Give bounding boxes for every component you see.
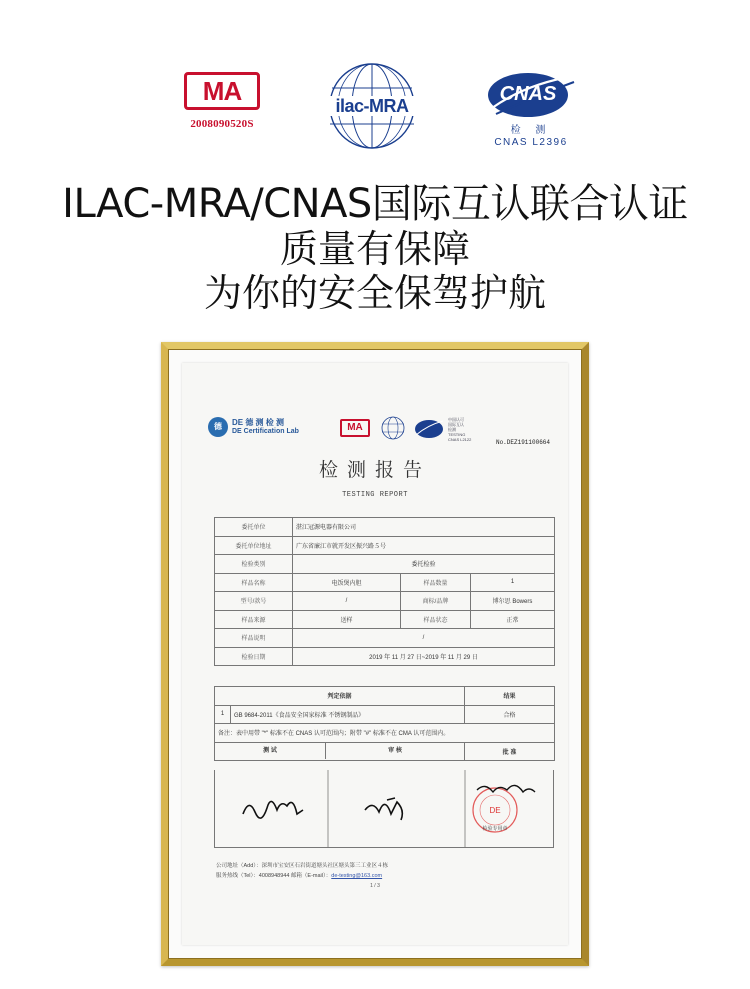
tester-signature bbox=[243, 801, 303, 818]
page-number: 1 / 3 bbox=[370, 883, 380, 889]
report-footer bbox=[216, 861, 388, 881]
cma-mark bbox=[184, 72, 260, 110]
ilac-mra-text: ilac-MRA bbox=[335, 96, 409, 116]
sample-qty-value: 1 bbox=[471, 573, 555, 592]
de-lab-logo bbox=[208, 415, 298, 445]
cnas-logo bbox=[486, 68, 576, 158]
table-row bbox=[215, 724, 555, 743]
headline-line-1: ILAC-MRA/CNAS国际互认联合认证 bbox=[62, 181, 688, 227]
model-value: / bbox=[293, 592, 401, 611]
de-circle-icon: 德 bbox=[208, 417, 228, 437]
review-label: 审 核 bbox=[388, 748, 402, 755]
headline-line-2: 质量有保障 bbox=[279, 227, 470, 271]
test-label: 测 试 bbox=[215, 743, 326, 759]
table-row bbox=[215, 555, 555, 574]
gold-frame bbox=[161, 342, 589, 966]
sample-qty-label: 样品数量 bbox=[401, 573, 471, 592]
cma-logo bbox=[172, 72, 272, 130]
table-row bbox=[215, 705, 555, 724]
mini-cma-logo: MA bbox=[340, 419, 370, 437]
desc-label: 样品说明 bbox=[215, 629, 293, 648]
source-label: 样品来源 bbox=[215, 610, 293, 629]
address-label: 委托单位地址 bbox=[215, 536, 293, 555]
result-header: 结果 bbox=[465, 687, 555, 706]
state-value: 正常 bbox=[471, 610, 555, 629]
footer-address-label: 公司地址（Add）： bbox=[216, 863, 262, 869]
reviewer-signature bbox=[365, 798, 402, 820]
report-title-cn: 检测报告 bbox=[318, 459, 431, 481]
report-info-table bbox=[214, 517, 555, 666]
de-lab-name-en: DE Certification Lab bbox=[232, 428, 299, 435]
stamp-text: DE bbox=[489, 806, 501, 815]
table-row bbox=[215, 647, 555, 666]
report-title-en: TESTING REPORT bbox=[342, 491, 408, 499]
footer-address-line bbox=[216, 861, 388, 871]
footer-phone-label: 服务热线（Tel）： bbox=[216, 873, 259, 879]
signature-area bbox=[214, 770, 554, 848]
state-label: 样品状态 bbox=[401, 610, 471, 629]
basis-standard: GB 9684-2011《食品安全国家标准 不锈钢制品》 bbox=[231, 705, 465, 724]
mini-cnas-caption: 中国认可 国际互认 检测 TESTING CNAS L2122 bbox=[448, 417, 472, 442]
cma-number: 2008090520S bbox=[190, 118, 254, 130]
signature-drawings bbox=[215, 770, 555, 848]
brand-label: 商标/品牌 bbox=[401, 592, 471, 611]
footer-email-label: 邮箱（E-mail）： bbox=[290, 873, 332, 879]
ilac-mra-logo bbox=[324, 58, 420, 154]
sign-labels-cell bbox=[215, 742, 465, 761]
desc-value: / bbox=[293, 629, 555, 648]
type-label: 检验类别 bbox=[215, 555, 293, 574]
remark-note: 备注：表中用带 "*" 标准不在 CNAS 认可范围内；附带 "#" 标准不在 CMA 认可范围内。 bbox=[215, 724, 555, 743]
cma-mark-text: MA bbox=[202, 75, 242, 106]
basis-header: 判定依据 bbox=[215, 687, 465, 706]
footer-address: 深圳市宝安区石岩街道塘头社区塘头第三工业区４栋 bbox=[261, 863, 389, 869]
basis-index: 1 bbox=[215, 705, 231, 724]
mini-ilac-icon bbox=[380, 415, 406, 441]
model-label: 型号/款号 bbox=[215, 592, 293, 611]
sample-name-value: 电饭煲内胆 bbox=[293, 573, 401, 592]
client-label: 委托单位 bbox=[215, 518, 293, 537]
testing-report-document bbox=[182, 363, 568, 945]
brand-value: 博尔思 Bowers bbox=[471, 592, 555, 611]
table-row bbox=[215, 518, 555, 537]
footer-email: de-testing@163.com bbox=[331, 873, 383, 879]
date-value: 2019 年 11 月 27 日~2019 年 11 月 29 日 bbox=[293, 647, 555, 666]
table-row bbox=[215, 536, 555, 555]
footer-phone: 4008948944 bbox=[258, 873, 290, 879]
date-label: 检验日期 bbox=[215, 647, 293, 666]
table-row bbox=[215, 592, 555, 611]
sign-labels bbox=[215, 743, 464, 759]
table-row bbox=[215, 742, 555, 761]
client-value: 湛江冠源电器有限公司 bbox=[293, 518, 555, 537]
footer-contact-line bbox=[216, 871, 388, 881]
headline-line-3: 为你的安全保驾护航 bbox=[203, 271, 546, 315]
address-value: 广东省廉江市就开发区振兴路５号 bbox=[293, 536, 555, 555]
report-header bbox=[190, 413, 560, 453]
cnas-mark-text: CNAS bbox=[499, 83, 557, 105]
cnas-subtitle bbox=[486, 125, 576, 149]
judgement-table bbox=[214, 686, 555, 761]
cnas-sub-code: CNAS L2396 bbox=[494, 137, 568, 148]
table-row bbox=[215, 629, 555, 648]
logo-row bbox=[0, 58, 750, 158]
source-value: 送样 bbox=[293, 610, 401, 629]
report-number: No.DEZ191100664 bbox=[495, 439, 550, 446]
de-lab-name-cn: DE 德 测 检 测 bbox=[232, 418, 285, 427]
table-row bbox=[215, 687, 555, 706]
table-row bbox=[215, 573, 555, 592]
type-value: 委托检验 bbox=[293, 555, 555, 574]
mini-cnas-icon bbox=[414, 415, 444, 443]
basis-result: 合格 bbox=[465, 705, 555, 724]
approve-label: 批 准 bbox=[465, 742, 555, 761]
stamp-caption: 检验专用章 bbox=[482, 826, 508, 832]
table-row bbox=[215, 610, 555, 629]
cnas-sub-cn: 检 测 bbox=[510, 125, 552, 136]
sample-name-label: 样品名称 bbox=[215, 573, 293, 592]
